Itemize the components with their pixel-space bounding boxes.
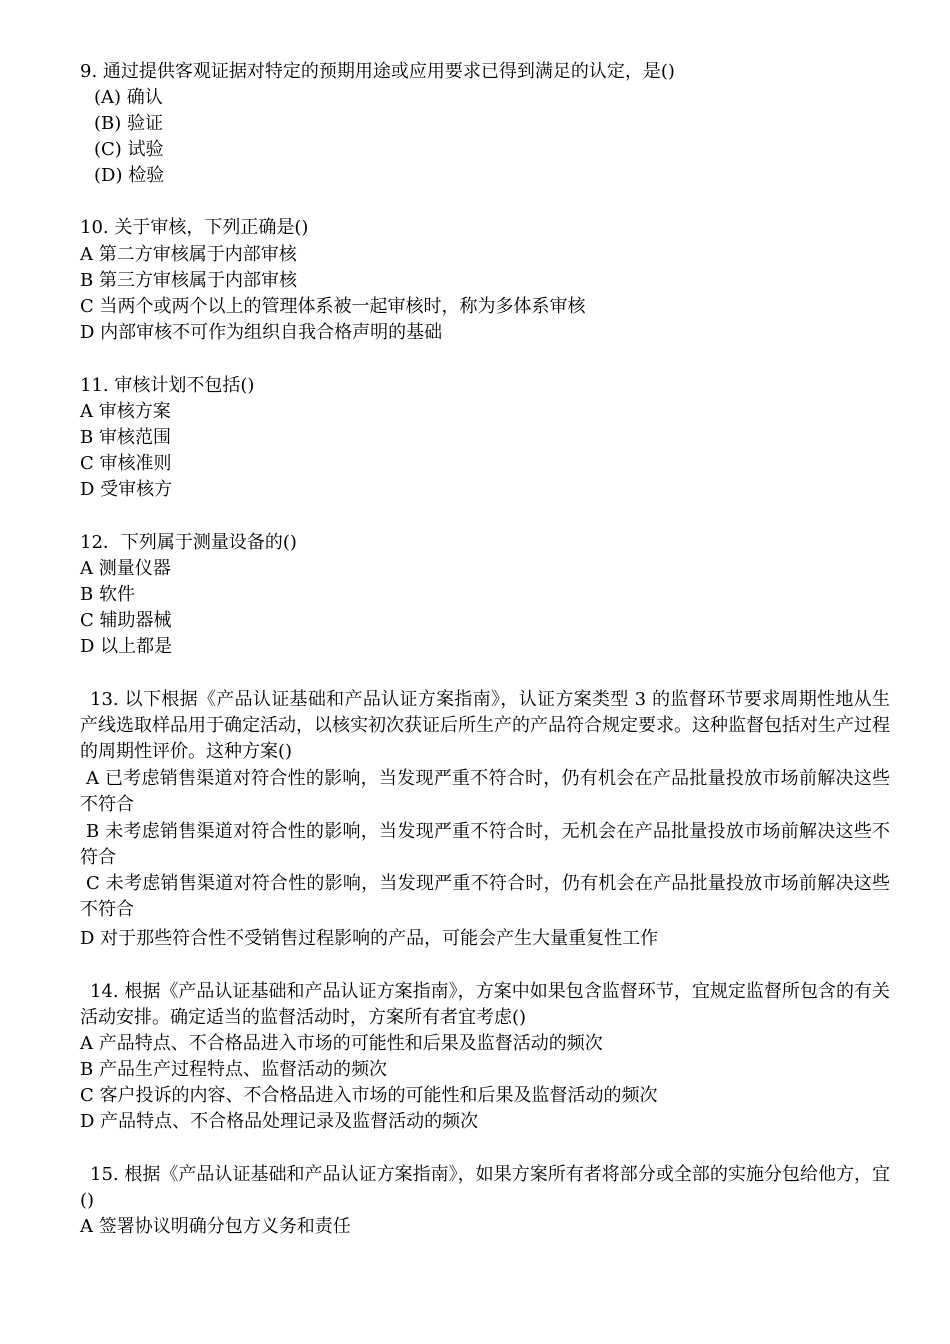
- option-b: B 未考虑销售渠道对符合性的影响，当发现严重不符合时，无机会在产品批量投放市场前解决这些不符合: [80, 821, 890, 868]
- question-stem: 15. 根据《产品认证基础和产品认证方案指南》，如果方案所有者将部分或全部的实施分包给他方，宜(): [80, 1164, 890, 1211]
- option-c: (C) 试验: [94, 139, 164, 160]
- option-a: (A) 确认: [94, 87, 163, 108]
- option-c: C 未考虑销售渠道对符合性的影响，当发现严重不符合时，仍有机会在产品批量投放市场前解决这些不符合: [80, 873, 890, 920]
- option-a: A 签署协议明确分包方义务和责任: [80, 1216, 351, 1237]
- option-b: B 产品生产过程特点、监督活动的频次: [80, 1059, 387, 1080]
- question-stem: 11. 审核计划不包括(): [80, 375, 255, 396]
- question-stem: 12．下列属于测量设备的(): [80, 532, 297, 553]
- option-b: B 第三方审核属于内部审核: [80, 270, 297, 291]
- option-b: B 审核范围: [80, 427, 171, 448]
- question-stem: 10. 关于审核，下列正确是(): [80, 217, 309, 238]
- option-d: D 对于那些符合性不受销售过程影响的产品，可能会产生大量重复性工作: [80, 928, 659, 949]
- option-d: D 受审核方: [80, 479, 173, 500]
- question-stem: 9. 通过提供客观证据对特定的预期用途或应用要求已得到满足的认定，是(): [80, 61, 675, 82]
- option-a: A 审核方案: [80, 401, 171, 422]
- option-d: D 以上都是: [80, 636, 173, 657]
- option-c: C 辅助器械: [80, 610, 172, 631]
- option-a: A 产品特点、不合格品进入市场的可能性和后果及监督活动的频次: [80, 1033, 603, 1054]
- option-c: C 审核准则: [80, 453, 172, 474]
- option-a: A 已考虑销售渠道对符合性的影响，当发现严重不符合时，仍有机会在产品批量投放市场前解决这些不符合: [80, 768, 890, 815]
- option-d: D 内部审核不可作为组织自我合格声明的基础: [80, 322, 443, 343]
- question-stem: 14. 根据《产品认证基础和产品认证方案指南》，方案中如果包含监督环节，宜规定监督所包含的有关活动安排。确定适当的监督活动时，方案所有者宜考虑(): [80, 981, 890, 1028]
- option-a: A 第二方审核属于内部审核: [80, 244, 297, 265]
- option-b: B 软件: [80, 584, 135, 605]
- question-stem: 13. 以下根据《产品认证基础和产品认证方案指南》，认证方案类型 3 的监督环节要求周期性地从生产线选取样品用于确定活动，以核实初次获证后所生产的产品符合规定要求。这种监督包括对生产过程的周期性评价。这种方案(): [80, 689, 890, 762]
- option-c: C 当两个或两个以上的管理体系被一起审核时，称为多体系审核: [80, 296, 586, 317]
- option-d: (D) 检验: [94, 165, 165, 186]
- option-d: D 产品特点、不合格品处理记录及监督活动的频次: [80, 1111, 479, 1132]
- option-c: C 客户投诉的内容、不合格品进入市场的可能性和后果及监督活动的频次: [80, 1085, 658, 1106]
- option-b: (B) 验证: [94, 113, 163, 134]
- option-a: A 测量仪器: [80, 558, 171, 579]
